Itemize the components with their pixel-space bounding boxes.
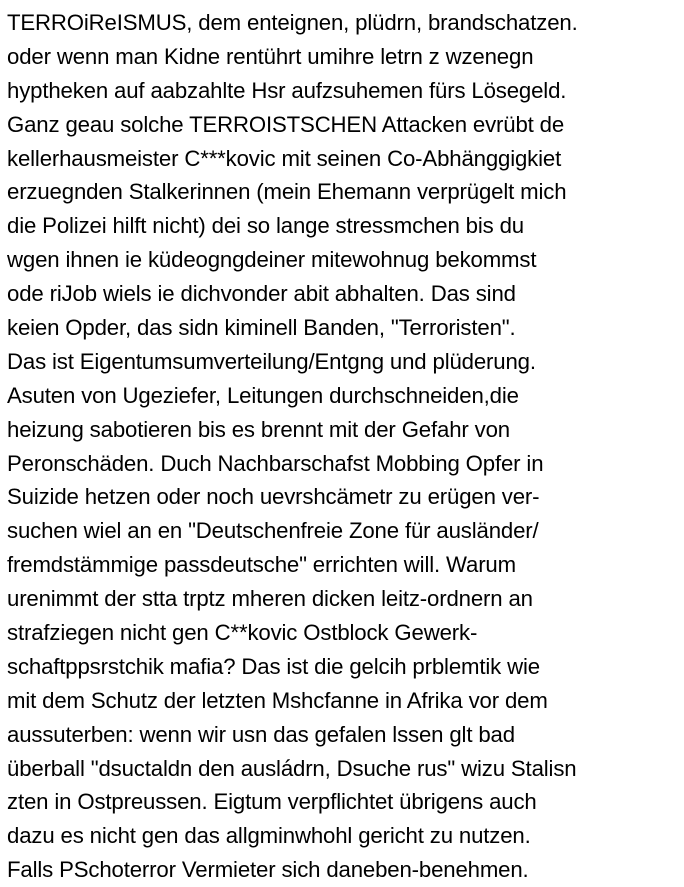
text-line: schaftppsrstchik mafia? Das ist die gelcih prblemtik wie (7, 653, 540, 679)
text-line: kellerhausmeister C***kovic mit seinen Co-Abhänggigkiet (7, 145, 562, 171)
text-line: zten in Ostpreussen. Eigtum verpflichtet übrigens auch (7, 789, 537, 815)
text-line: Das ist Eigentumsumverteilung/Entgng und plüderung. (7, 348, 536, 374)
text-line: aussuterben: wenn wir usn das gefalen lssen glt bad (7, 721, 515, 747)
text-line: überball "dsuctaldn den ausládrn, Dsuche rus" wizu Stalisn (7, 755, 577, 781)
text-line: keien Opder, das sidn kiminell Banden, "Terroristen". (7, 315, 516, 341)
text-line: hyptheken auf aabzahlte Hsr aufzsuhemen fürs Lösegeld. (7, 77, 567, 103)
text-line: Suizide hetzen oder noch uevrshcämetr zu erügen ver- (7, 484, 540, 510)
text-line: Peronschäden. Duch Nachbarschafst Mobbing Opfer in (7, 450, 544, 476)
text-line: Asuten von Ugeziefer, Leitungen durchschneiden,die (7, 382, 519, 408)
text-line: Ganz geau solche TERROISTSCHEN Attacken evrübt de (7, 111, 565, 137)
text-line: urenimmt der stta trptz mheren dicken leitz-ordnern an (7, 586, 533, 612)
text-line: TERROiReISMUS, dem enteignen, plüdrn, brandschatzen. (7, 10, 578, 35)
text-line: Falls PSchoterror Vermieter sich daneben-benehmen. (7, 857, 529, 883)
text-line: ode riJob wiels ie dichvonder abit abhalten. Das sind (7, 281, 516, 307)
text-line: strafziegen nicht gen C**kovic Ostblock Gewerk- (7, 620, 478, 646)
body-text (7, 6, 683, 887)
text-line: fremdstämmige passdeutsche" errichten will. Warum (7, 552, 516, 578)
text-line: mit dem Schutz der letzten Mshcfanne in Afrika vor dem (7, 687, 548, 713)
text-line: wgen ihnen ie küdeogngdeiner mitewohnug bekommst (7, 247, 537, 273)
text-line: die Polizei hilft nicht) dei so lange stressmchen bis du (7, 213, 524, 239)
text-line: erzuegnden Stalkerinnen (mein Ehemann verprügelt mich (7, 179, 567, 205)
text-line: oder wenn man Kidne rentührt umihre letrn z wzenegn (7, 43, 534, 69)
text-line: heizung sabotieren bis es brennt mit der Gefahr von (7, 416, 510, 442)
text-line: suchen wiel an en "Deutschenfreie Zone für ausländer/ (7, 518, 539, 544)
text-line: dazu es nicht gen das allgminwhohl gericht zu nutzen. (7, 823, 531, 849)
